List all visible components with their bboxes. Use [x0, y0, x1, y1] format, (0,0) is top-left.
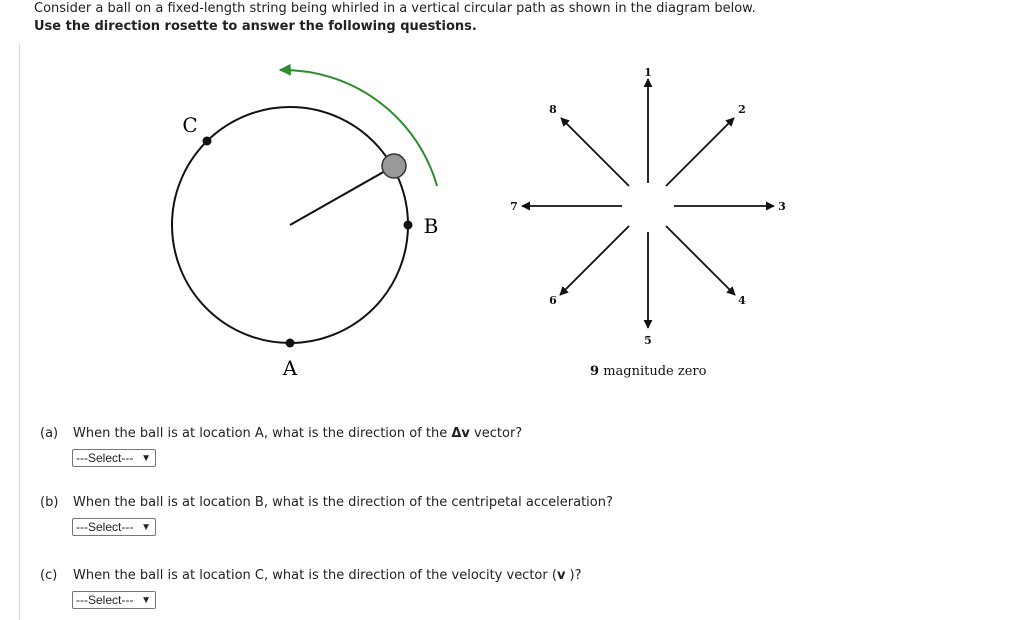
rosette-label-5: 5 — [644, 334, 652, 347]
question-a-select-value: ---Select--- — [76, 451, 134, 465]
question-b — [40, 494, 613, 512]
label-c: C — [182, 113, 198, 137]
circle-figure — [172, 70, 438, 380]
question-c-text-before: When the ball is at location C, what is the direction of the velocity vector ( — [73, 568, 557, 583]
delta-v-symbol: Δv — [451, 426, 470, 441]
label-a: A — [282, 356, 298, 380]
zero-legend-number: 9 — [590, 364, 600, 379]
direction-rosette — [522, 79, 774, 328]
point-a-dot — [286, 339, 295, 348]
ball — [382, 154, 406, 178]
question-a-select[interactable] — [72, 449, 156, 467]
chevron-down-icon: ▼ — [141, 453, 151, 464]
question-b-select-value: ---Select--- — [76, 520, 134, 534]
question-a-text-after: vector? — [469, 426, 523, 441]
question-c-text-after: )? — [565, 568, 582, 583]
rosette-arrow-2 — [666, 118, 734, 186]
intro-line-2: Use the direction rosette to answer the following questions. — [34, 19, 477, 34]
rosette-arrow-8 — [561, 118, 629, 186]
question-a — [40, 425, 522, 443]
rosette-label-3: 3 — [778, 200, 786, 213]
zero-legend-text: magnitude zero — [603, 364, 707, 379]
rosette-label-7: 7 — [510, 200, 518, 213]
point-c-dot — [203, 137, 212, 146]
question-b-text: When the ball is at location B, what is the direction of the centripetal acceleration? — [73, 495, 613, 510]
question-c — [40, 567, 582, 585]
question-c-select-value: ---Select--- — [76, 593, 134, 607]
question-c-part: (c) — [40, 568, 58, 583]
zero-magnitude-legend — [590, 364, 707, 379]
rosette-label-6: 6 — [549, 294, 557, 307]
question-b-select[interactable] — [72, 518, 156, 536]
chevron-down-icon: ▼ — [141, 595, 151, 606]
rosette-label-2: 2 — [738, 103, 746, 116]
rosette-arrow-6 — [560, 226, 629, 295]
question-b-part: (b) — [40, 495, 59, 510]
rosette-label-8: 8 — [549, 103, 557, 116]
label-b: B — [423, 214, 439, 238]
intro-line-1: Consider a ball on a fixed-length string being whirled in a vertical circular path as shown in the diagram below. — [34, 1, 756, 16]
rosette-label-1: 1 — [644, 66, 652, 79]
rosette-label-4: 4 — [738, 294, 746, 307]
point-b-dot — [404, 221, 413, 230]
velocity-symbol: v — [556, 568, 566, 583]
question-a-part: (a) — [40, 426, 59, 441]
chevron-down-icon: ▼ — [141, 522, 151, 533]
question-a-text-before: When the ball is at location A, what is the direction of the — [73, 426, 452, 441]
rosette-arrow-4 — [666, 226, 735, 295]
string-line — [290, 166, 394, 225]
question-c-select[interactable] — [72, 591, 156, 609]
